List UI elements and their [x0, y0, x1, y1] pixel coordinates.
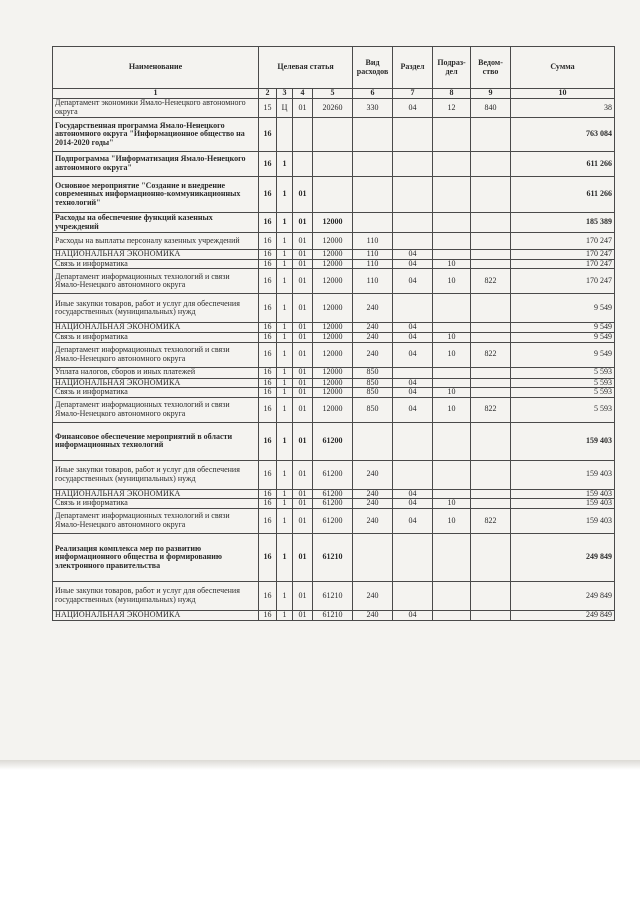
cell-subsection	[433, 177, 471, 213]
cell-code-4: 01	[293, 367, 313, 378]
cell-code-3: 1	[277, 250, 293, 260]
cell-expense-type: 240	[353, 323, 393, 333]
cell-section: 04	[393, 499, 433, 509]
table-row	[53, 294, 615, 323]
cell-sum: 159 403	[511, 489, 615, 499]
cell-code-3	[277, 118, 293, 152]
cell-code-5: 61200	[313, 489, 353, 499]
cell-code-3: 1	[277, 342, 293, 367]
cell-department	[471, 489, 511, 499]
cell-sum: 9 549	[511, 342, 615, 367]
cell-section	[393, 213, 433, 233]
cell-department: 840	[471, 99, 511, 118]
cell-code-4: 01	[293, 422, 313, 460]
cell-expense-type: 240	[353, 509, 393, 534]
cell-expense-type: 240	[353, 332, 393, 342]
cell-department	[471, 388, 511, 398]
cell-expense-type	[353, 152, 393, 177]
cell-code-4: 01	[293, 250, 313, 260]
cell-department	[471, 259, 511, 269]
cell-code-5: 12000	[313, 397, 353, 422]
cell-sum: 170 247	[511, 250, 615, 260]
cell-code-5: 12000	[313, 342, 353, 367]
table-row	[53, 250, 615, 260]
cell-code-3: 1	[277, 367, 293, 378]
table-row	[53, 534, 615, 582]
cell-section	[393, 367, 433, 378]
cell-subsection: 10	[433, 397, 471, 422]
cell-expense-type: 850	[353, 397, 393, 422]
column-number: 6	[353, 89, 393, 99]
cell-subsection	[433, 378, 471, 388]
column-number: 8	[433, 89, 471, 99]
cell-code-2: 16	[259, 259, 277, 269]
cell-name: НАЦИОНАЛЬНАЯ ЭКОНОМИКА	[53, 323, 259, 333]
cell-code-5: 12000	[313, 388, 353, 398]
cell-department	[471, 534, 511, 582]
cell-sum: 9 549	[511, 323, 615, 333]
cell-subsection	[433, 422, 471, 460]
cell-code-2: 15	[259, 99, 277, 118]
cell-sum: 159 403	[511, 460, 615, 489]
cell-code-5: 12000	[313, 250, 353, 260]
cell-code-4: 01	[293, 99, 313, 118]
cell-expense-type: 110	[353, 250, 393, 260]
cell-expense-type: 240	[353, 499, 393, 509]
table-row	[53, 367, 615, 378]
cell-code-3: 1	[277, 323, 293, 333]
cell-code-5: 12000	[313, 269, 353, 294]
cell-code-5: 12000	[313, 378, 353, 388]
cell-sum: 611 266	[511, 177, 615, 213]
cell-department	[471, 332, 511, 342]
cell-section	[393, 233, 433, 250]
cell-section: 04	[393, 259, 433, 269]
cell-section: 04	[393, 250, 433, 260]
table-row	[53, 422, 615, 460]
cell-name: НАЦИОНАЛЬНАЯ ЭКОНОМИКА	[53, 489, 259, 499]
cell-code-5: 12000	[313, 367, 353, 378]
cell-section: 04	[393, 342, 433, 367]
cell-department	[471, 294, 511, 323]
cell-subsection	[433, 534, 471, 582]
cell-sum: 185 389	[511, 213, 615, 233]
cell-name: НАЦИОНАЛЬНАЯ ЭКОНОМИКА	[53, 611, 259, 621]
cell-code-2: 16	[259, 233, 277, 250]
cell-department: 822	[471, 269, 511, 294]
column-number: 4	[293, 89, 313, 99]
cell-code-3: 1	[277, 332, 293, 342]
cell-subsection: 10	[433, 388, 471, 398]
cell-sum: 5 593	[511, 397, 615, 422]
column-number: 7	[393, 89, 433, 99]
cell-code-5: 61200	[313, 509, 353, 534]
column-number-row	[53, 89, 615, 99]
cell-subsection: 10	[433, 332, 471, 342]
cell-expense-type: 330	[353, 99, 393, 118]
cell-sum: 159 403	[511, 499, 615, 509]
table-row	[53, 611, 615, 621]
table-row	[53, 378, 615, 388]
cell-name: Иные закупки товаров, работ и услуг для обеспечения государственных (муниципальных) нужд	[53, 294, 259, 323]
cell-code-5	[313, 152, 353, 177]
cell-sum: 9 549	[511, 294, 615, 323]
cell-code-5: 61210	[313, 611, 353, 621]
column-number: 3	[277, 89, 293, 99]
column-number: 1	[53, 89, 259, 99]
cell-department	[471, 213, 511, 233]
cell-code-4: 01	[293, 233, 313, 250]
cell-subsection	[433, 582, 471, 611]
header-subsection: Подраз-дел	[433, 47, 471, 89]
cell-department: 822	[471, 397, 511, 422]
cell-code-3: 1	[277, 378, 293, 388]
cell-code-4: 01	[293, 269, 313, 294]
cell-expense-type	[353, 534, 393, 582]
cell-code-5: 61200	[313, 499, 353, 509]
header-section: Раздел	[393, 47, 433, 89]
cell-section	[393, 422, 433, 460]
cell-name: Департамент информационных технологий и связи Ямало-Ненецкого автономного округа	[53, 397, 259, 422]
column-number: 2	[259, 89, 277, 99]
cell-subsection	[433, 152, 471, 177]
cell-sum: 170 247	[511, 269, 615, 294]
cell-code-5: 12000	[313, 213, 353, 233]
cell-sum: 159 403	[511, 422, 615, 460]
cell-code-3: 1	[277, 489, 293, 499]
cell-section: 04	[393, 269, 433, 294]
cell-section: 04	[393, 611, 433, 621]
cell-subsection	[433, 250, 471, 260]
cell-code-5: 20260	[313, 99, 353, 118]
table-row	[53, 397, 615, 422]
cell-subsection	[433, 213, 471, 233]
cell-subsection: 10	[433, 499, 471, 509]
cell-sum: 249 849	[511, 611, 615, 621]
cell-name: Департамент информационных технологий и связи Ямало-Ненецкого автономного округа	[53, 342, 259, 367]
cell-expense-type: 850	[353, 388, 393, 398]
cell-code-2: 16	[259, 332, 277, 342]
cell-section: 04	[393, 323, 433, 333]
table-row	[53, 323, 615, 333]
cell-code-2: 16	[259, 367, 277, 378]
cell-code-4: 01	[293, 259, 313, 269]
cell-name: Департамент экономики Ямало-Ненецкого автономного округа	[53, 99, 259, 118]
cell-expense-type: 850	[353, 378, 393, 388]
cell-name: Основное мероприятие "Создание и внедрение современных информационно-коммуникационных технологий"	[53, 177, 259, 213]
cell-code-2: 16	[259, 213, 277, 233]
cell-sum: 38	[511, 99, 615, 118]
cell-code-4: 01	[293, 388, 313, 398]
cell-code-2: 16	[259, 611, 277, 621]
cell-code-5: 12000	[313, 259, 353, 269]
cell-expense-type: 110	[353, 259, 393, 269]
cell-section	[393, 177, 433, 213]
cell-name: Государственная программа Ямало-Ненецкого автономного округа "Информационное общество на 2014-2020 годы"	[53, 118, 259, 152]
cell-department	[471, 152, 511, 177]
cell-code-2: 16	[259, 118, 277, 152]
cell-subsection	[433, 118, 471, 152]
cell-section: 04	[393, 378, 433, 388]
table-row	[53, 499, 615, 509]
cell-subsection: 10	[433, 509, 471, 534]
cell-code-3: 1	[277, 499, 293, 509]
cell-sum: 9 549	[511, 332, 615, 342]
table-row	[53, 342, 615, 367]
cell-code-2: 16	[259, 269, 277, 294]
cell-department	[471, 611, 511, 621]
cell-code-3: 1	[277, 509, 293, 534]
cell-code-2: 16	[259, 323, 277, 333]
cell-code-2: 16	[259, 582, 277, 611]
cell-sum: 159 403	[511, 509, 615, 534]
cell-section	[393, 118, 433, 152]
cell-code-5: 61200	[313, 422, 353, 460]
cell-name: НАЦИОНАЛЬНАЯ ЭКОНОМИКА	[53, 250, 259, 260]
table-row	[53, 118, 615, 152]
cell-name: Подпрограмма "Информатизация Ямало-Ненецкого автономного округа"	[53, 152, 259, 177]
cell-code-2: 16	[259, 177, 277, 213]
page-edge-shadow	[0, 760, 640, 770]
table-row	[53, 259, 615, 269]
cell-sum: 170 247	[511, 233, 615, 250]
cell-code-2: 16	[259, 489, 277, 499]
cell-code-4: 01	[293, 582, 313, 611]
cell-expense-type: 110	[353, 269, 393, 294]
table-row	[53, 332, 615, 342]
cell-code-3: 1	[277, 611, 293, 621]
cell-department	[471, 323, 511, 333]
header-row	[53, 47, 615, 89]
cell-department	[471, 499, 511, 509]
cell-subsection: 10	[433, 269, 471, 294]
budget-table	[52, 46, 615, 621]
cell-code-4: 01	[293, 611, 313, 621]
cell-code-4: 01	[293, 499, 313, 509]
cell-department	[471, 460, 511, 489]
cell-expense-type: 240	[353, 489, 393, 499]
table-row	[53, 489, 615, 499]
cell-expense-type: 240	[353, 611, 393, 621]
cell-subsection: 12	[433, 99, 471, 118]
header-name: Наименование	[53, 47, 259, 89]
table-row	[53, 177, 615, 213]
cell-code-5	[313, 177, 353, 213]
cell-code-5: 12000	[313, 323, 353, 333]
cell-name: Расходы на выплаты персоналу казенных учреждений	[53, 233, 259, 250]
cell-expense-type	[353, 422, 393, 460]
cell-code-3: 1	[277, 213, 293, 233]
cell-department	[471, 233, 511, 250]
cell-code-4: 01	[293, 509, 313, 534]
cell-section	[393, 534, 433, 582]
cell-department	[471, 378, 511, 388]
cell-code-3: 1	[277, 388, 293, 398]
cell-name: Связь и информатика	[53, 499, 259, 509]
cell-code-2: 16	[259, 388, 277, 398]
cell-expense-type: 240	[353, 294, 393, 323]
cell-expense-type	[353, 177, 393, 213]
cell-code-4: 01	[293, 342, 313, 367]
cell-section: 04	[393, 509, 433, 534]
cell-code-5: 61210	[313, 582, 353, 611]
cell-code-4: 01	[293, 460, 313, 489]
cell-sum: 5 593	[511, 367, 615, 378]
cell-sum: 5 593	[511, 388, 615, 398]
cell-subsection	[433, 233, 471, 250]
cell-code-3: 1	[277, 582, 293, 611]
cell-department	[471, 177, 511, 213]
table-row	[53, 269, 615, 294]
cell-code-3: 1	[277, 422, 293, 460]
cell-name: Департамент информационных технологий и связи Ямало-Ненецкого автономного округа	[53, 509, 259, 534]
cell-code-2: 16	[259, 422, 277, 460]
cell-code-4	[293, 118, 313, 152]
cell-sum: 249 849	[511, 534, 615, 582]
cell-section: 04	[393, 99, 433, 118]
cell-code-4: 01	[293, 323, 313, 333]
cell-code-3: 1	[277, 397, 293, 422]
cell-section: 04	[393, 489, 433, 499]
cell-code-4: 01	[293, 177, 313, 213]
table-row	[53, 99, 615, 118]
cell-code-5: 12000	[313, 233, 353, 250]
cell-name: Расходы на обеспечение функций казенных учреждений	[53, 213, 259, 233]
cell-department: 822	[471, 342, 511, 367]
cell-sum: 249 849	[511, 582, 615, 611]
column-number: 10	[511, 89, 615, 99]
cell-code-4: 01	[293, 213, 313, 233]
cell-section: 04	[393, 397, 433, 422]
cell-section	[393, 460, 433, 489]
cell-code-5: 61210	[313, 534, 353, 582]
cell-section	[393, 294, 433, 323]
cell-name: Связь и информатика	[53, 332, 259, 342]
cell-code-4: 01	[293, 489, 313, 499]
cell-expense-type: 240	[353, 582, 393, 611]
cell-department	[471, 582, 511, 611]
cell-subsection	[433, 460, 471, 489]
cell-expense-type: 240	[353, 342, 393, 367]
cell-department	[471, 250, 511, 260]
cell-code-5: 12000	[313, 294, 353, 323]
cell-code-4: 01	[293, 294, 313, 323]
table-row	[53, 509, 615, 534]
cell-section	[393, 582, 433, 611]
cell-subsection	[433, 489, 471, 499]
cell-subsection	[433, 611, 471, 621]
cell-department	[471, 118, 511, 152]
cell-name: Уплата налогов, сборов и иных платежей	[53, 367, 259, 378]
header-target-item: Целевая статья	[259, 47, 353, 89]
cell-name: Иные закупки товаров, работ и услуг для обеспечения государственных (муниципальных) нужд	[53, 582, 259, 611]
cell-sum: 5 593	[511, 378, 615, 388]
cell-name: Связь и информатика	[53, 388, 259, 398]
column-number: 5	[313, 89, 353, 99]
table-row	[53, 388, 615, 398]
cell-department: 822	[471, 509, 511, 534]
cell-code-2: 16	[259, 378, 277, 388]
cell-code-5: 12000	[313, 332, 353, 342]
cell-name: Финансовое обеспечение мероприятий в области информационных технологий	[53, 422, 259, 460]
cell-subsection: 10	[433, 342, 471, 367]
cell-name: НАЦИОНАЛЬНАЯ ЭКОНОМИКА	[53, 378, 259, 388]
cell-code-3: 1	[277, 259, 293, 269]
cell-subsection	[433, 294, 471, 323]
header-expense-type: Вид расходов	[353, 47, 393, 89]
table-row	[53, 233, 615, 250]
cell-expense-type: 850	[353, 367, 393, 378]
cell-department	[471, 422, 511, 460]
cell-name: Департамент информационных технологий и связи Ямало-Ненецкого автономного округа	[53, 269, 259, 294]
cell-code-3: 1	[277, 534, 293, 582]
cell-name: Иные закупки товаров, работ и услуг для обеспечения государственных (муниципальных) нужд	[53, 460, 259, 489]
cell-code-2: 16	[259, 397, 277, 422]
table-row	[53, 460, 615, 489]
header-department: Ведом-ство	[471, 47, 511, 89]
cell-code-3: 1	[277, 233, 293, 250]
cell-code-3: 1	[277, 152, 293, 177]
cell-expense-type: 110	[353, 233, 393, 250]
cell-sum: 763 084	[511, 118, 615, 152]
cell-code-4	[293, 152, 313, 177]
table-row	[53, 213, 615, 233]
table-row	[53, 582, 615, 611]
cell-name: Связь и информатика	[53, 259, 259, 269]
cell-section: 04	[393, 388, 433, 398]
cell-code-2: 16	[259, 499, 277, 509]
cell-code-4: 01	[293, 397, 313, 422]
cell-expense-type	[353, 213, 393, 233]
cell-code-2: 16	[259, 250, 277, 260]
cell-code-3: 1	[277, 460, 293, 489]
cell-section	[393, 152, 433, 177]
cell-sum: 170 247	[511, 259, 615, 269]
cell-code-3: 1	[277, 294, 293, 323]
cell-subsection: 10	[433, 259, 471, 269]
header-sum: Сумма	[511, 47, 615, 89]
cell-expense-type	[353, 118, 393, 152]
cell-code-2: 16	[259, 342, 277, 367]
cell-code-4: 01	[293, 332, 313, 342]
cell-code-2: 16	[259, 152, 277, 177]
cell-code-5	[313, 118, 353, 152]
cell-department	[471, 367, 511, 378]
cell-code-2: 16	[259, 534, 277, 582]
cell-code-4: 01	[293, 534, 313, 582]
cell-code-3: Ц	[277, 99, 293, 118]
cell-section: 04	[393, 332, 433, 342]
cell-code-2: 16	[259, 460, 277, 489]
cell-expense-type: 240	[353, 460, 393, 489]
cell-code-5: 61200	[313, 460, 353, 489]
cell-subsection	[433, 367, 471, 378]
cell-code-3: 1	[277, 177, 293, 213]
table-row	[53, 152, 615, 177]
cell-sum: 611 266	[511, 152, 615, 177]
cell-code-3: 1	[277, 269, 293, 294]
cell-code-4: 01	[293, 378, 313, 388]
cell-code-2: 16	[259, 294, 277, 323]
cell-code-2: 16	[259, 509, 277, 534]
cell-subsection	[433, 323, 471, 333]
column-number: 9	[471, 89, 511, 99]
cell-name: Реализация комплекса мер по развитию информационного общества и формированию электронного правительства	[53, 534, 259, 582]
